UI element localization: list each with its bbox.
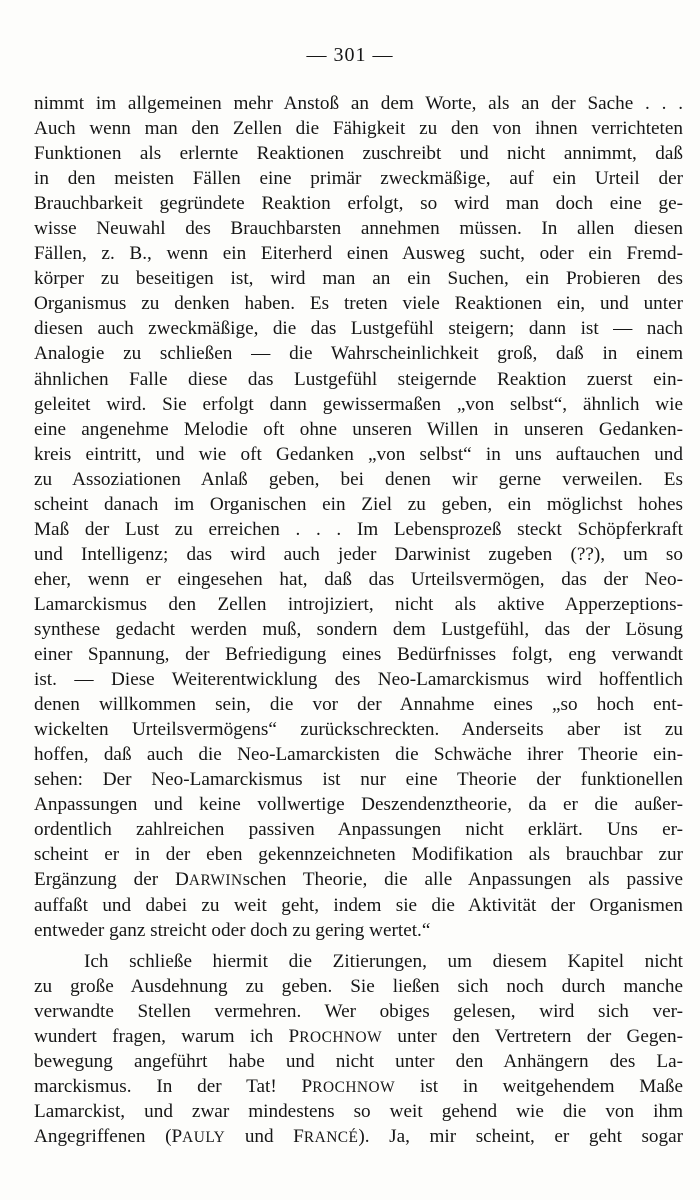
text-line: wundert fragen, warum ich PROCHNOW unter den Vertretern der Gegen-	[34, 1025, 683, 1047]
text-line: marckismus. In der Tat! PROCHNOW ist in weitgehendem Maße	[34, 1075, 683, 1097]
text-line: Brauchbarkeit gegründete Reaktion erfolgt, so wird man doch eine ge-	[34, 193, 683, 215]
text-line: kreis eintritt, und wie oft Gedanken „von selbst“ in uns auftauchen und	[34, 443, 683, 465]
text-line: Fällen, z. B., wenn ein Eiterherd einen Ausweg sucht, oder ein Fremd-	[34, 243, 683, 265]
text-line: Organismus zu denken haben. Es treten viele Reaktionen ein, und unter	[34, 293, 683, 315]
text-line: verwandte Stellen vermehren. Wer obiges gelesen, wird sich ver-	[34, 1000, 683, 1022]
text-line: Funktionen als erlernte Reaktionen zuschreibt und nicht annimmt, daß	[34, 143, 683, 165]
text-line: ist. — Diese Weiterentwicklung des Neo-Lamarckismus wird hoffentlich	[34, 669, 683, 691]
page-number: — 301 —	[306, 44, 394, 66]
text-line: geleitet wird. Sie erfolgt dann gewissermaßen „von selbst“, ähnlich wie	[34, 393, 683, 415]
text-line: Maß der Lust zu erreichen . . . Im Lebensprozeß steckt Schöpferkraft	[34, 518, 683, 540]
paragraph-2	[34, 949, 683, 1149]
text-line: Analogie zu schließen — die Wahrscheinlichkeit groß, daß in einem	[34, 343, 683, 365]
text-line: scheint er in der eben gekennzeichneten Modifikation als brauchbar zur	[34, 844, 683, 866]
text-line: Ergänzung der DARWINschen Theorie, die alle Anpassungen als passive	[34, 869, 683, 891]
text-line: Ich schließe hiermit die Zitierungen, um diesem Kapitel nicht	[84, 950, 683, 972]
paragraph-1	[34, 91, 683, 943]
text-line: Anpassungen und keine vollwertige Deszendenztheorie, da er die außer-	[34, 794, 683, 816]
text-line: eine angenehme Melodie oft ohne unseren Willen in unseren Gedanken-	[34, 418, 683, 440]
text-line: diesen auch zweckmäßige, die das Lustgefühl steigern; dann ist — nach	[34, 318, 683, 340]
text-line: Lamarckismus den Zellen introjiziert, nicht als aktive Apperzeptions-	[34, 593, 683, 615]
text-line: bewegung angeführt habe und nicht unter den Anhängern des La-	[34, 1050, 683, 1072]
text-line: ordentlich zahlreichen passiven Anpassungen nicht erklärt. Uns er-	[34, 819, 683, 841]
text-line: körper zu beseitigen ist, wird man an ein Suchen, ein Probieren des	[34, 268, 683, 290]
text-line: Auch wenn man den Zellen die Fähigkeit zu den von ihnen verrichteten	[34, 118, 683, 140]
text-line: wisse Neuwahl des Brauchbarsten annehmen müssen. In allen diesen	[34, 218, 683, 240]
text-line: nimmt im allgemeinen mehr Anstoß an dem Worte, als an der Sache . . .	[34, 93, 683, 114]
text-line: in den meisten Fällen eine primär zweckmäßige, auf ein Urteil der	[34, 168, 683, 190]
text-line: hoffen, daß auch die Neo-Lamarckisten die Schwäche ihrer Theorie ein-	[34, 744, 683, 766]
text-line: sehen: Der Neo-Lamarckismus ist nur eine Theorie der funktionellen	[34, 769, 683, 791]
text-line: denen willkommen sein, die vor der Annahme eines „so hoch ent-	[34, 694, 683, 716]
text-line: und Intelligenz; das wird auch jeder Darwinist zugeben (??), um so	[34, 543, 683, 565]
text-line: scheint danach im Organischen ein Ziel zu geben, ein möglichst hohes	[34, 493, 683, 515]
body-text	[34, 91, 683, 1149]
text-line: eher, wenn er eingesehen hat, daß das Urteilsvermögen, das der Neo-	[34, 568, 683, 590]
text-line: Lamarckist, und zwar mindestens so weit gehend wie die von ihm	[34, 1100, 683, 1122]
text-line: zu Assoziationen Anlaß geben, bei denen wir gerne verweilen. Es	[34, 468, 683, 490]
text-line: Angegriffenen (PAULY und FRANCÉ). Ja, mir scheint, er geht sogar	[34, 1125, 683, 1147]
text-line: entweder ganz streicht oder doch zu gering wertet.“	[34, 919, 431, 941]
text-line: auffaßt und dabei zu weit geht, indem sie die Aktivität der Organismen	[34, 894, 683, 916]
text-line: einer Spannung, der Befriedigung eines Bedürfnisses folgt, eng verwandt	[34, 644, 683, 666]
text-line: synthese gedacht werden muß, sondern dem Lustgefühl, das der Lösung	[34, 618, 683, 640]
text-line: wickelten Urteilsvermögens“ zurückschreckten. Anderseits aber ist zu	[34, 719, 683, 741]
text-line: zu große Ausdehnung zu geben. Sie ließen sich noch durch manche	[34, 975, 683, 997]
text-line: ähnlichen Falle diese das Lustgefühl steigernde Reaktion zuerst ein-	[34, 368, 683, 390]
